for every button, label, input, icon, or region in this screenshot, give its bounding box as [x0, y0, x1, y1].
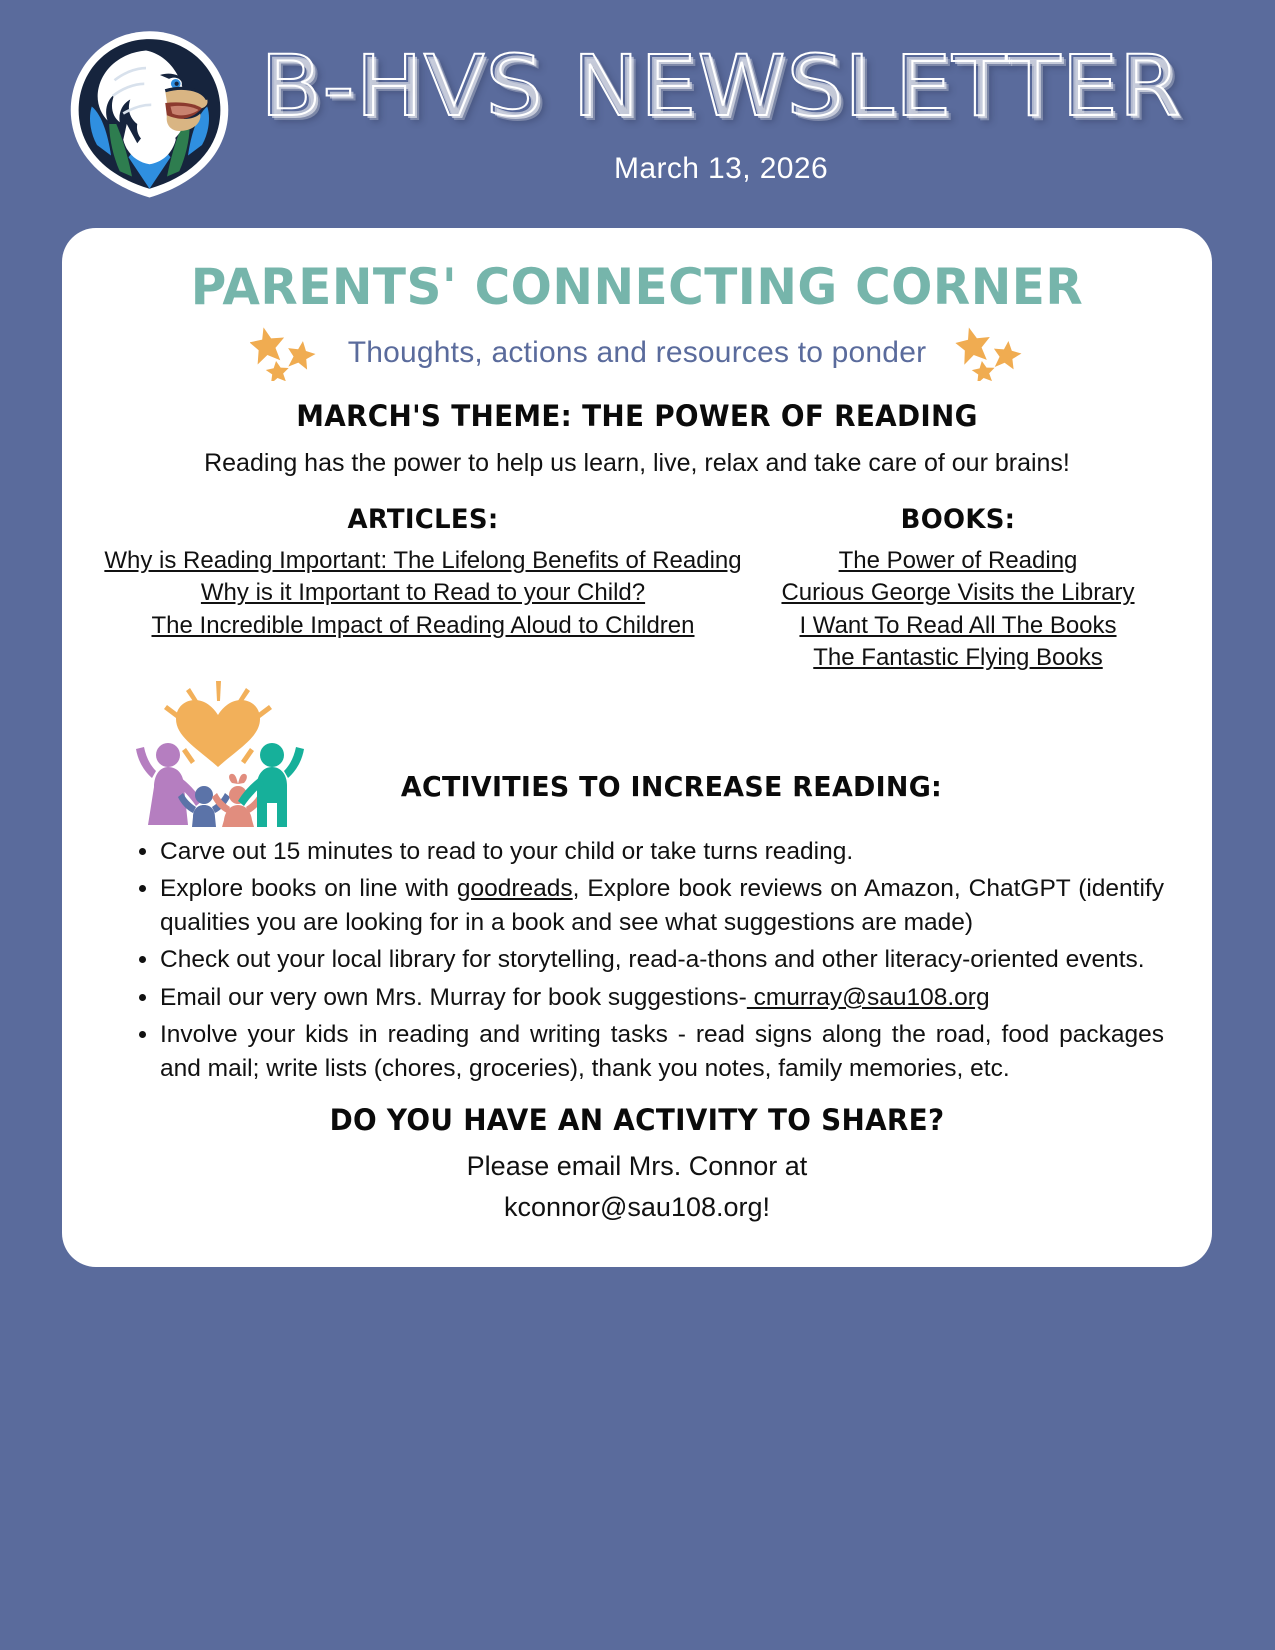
article-link[interactable]: The Incredible Impact of Reading Aloud to Children	[151, 611, 695, 639]
list-item	[160, 1018, 1172, 1087]
bullet-text-pre: Explore books on line with	[160, 874, 457, 902]
list-item	[160, 835, 1172, 869]
bullet-text: Involve your kids in reading and writing tasks - read signs along the road, food packages and mail; write lists (chores, groceries), thank you notes, family memories, etc.	[160, 1021, 1164, 1083]
books-link-list	[744, 545, 1172, 675]
list-item[interactable]	[744, 545, 1172, 577]
list-item[interactable]	[102, 577, 744, 609]
bullet-text-post: , Explore book reviews on Amazon, ChatGPT (identify qualities you are looking for in a book and see what suggestions are made)	[160, 874, 1164, 937]
newsletter-title: B-HVS NEWSLETTER	[260, 37, 1182, 135]
share-activity-heading: DO YOU HAVE AN ACTIVITY TO SHARE?	[329, 1102, 945, 1137]
resources-columns	[102, 504, 1172, 675]
activities-bullet-list	[102, 835, 1172, 1087]
month-theme-subtext: Reading has the power to help us learn, live, relax and take care of our brains!	[204, 449, 1070, 477]
list-item	[160, 872, 1172, 941]
newsletter-card	[62, 228, 1212, 1267]
bullet-text: Check out your local library for storytelling, read-a-thons and other literacy-oriented events.	[160, 946, 1145, 974]
connor-email-address: kconnor@sau108.org!	[503, 1191, 771, 1222]
books-column	[744, 504, 1172, 675]
bullet-text: Carve out 15 minutes to read to your child or take turns reading.	[160, 837, 854, 865]
activities-heading: ACTIVITIES TO INCREASE READING:	[400, 769, 943, 803]
article-link[interactable]: Why is it Important to Read to your Child?	[200, 579, 646, 607]
newsletter-header	[0, 0, 1275, 215]
list-item	[160, 943, 1172, 977]
articles-link-list	[102, 545, 744, 642]
newsletter-date: March 13, 2026	[613, 152, 829, 185]
murray-email-link[interactable]: cmurray@sau108.org	[746, 983, 990, 1011]
list-item[interactable]	[102, 610, 744, 642]
book-link[interactable]: The Power of Reading	[838, 547, 1078, 574]
tagline-row	[102, 325, 1172, 381]
articles-column	[102, 504, 744, 675]
stars-right-icon	[952, 325, 1024, 381]
list-item[interactable]	[744, 577, 1172, 609]
articles-heading: ARTICLES:	[347, 504, 499, 535]
share-instruction-line: Please email Mrs. Connor at	[466, 1150, 808, 1181]
month-theme-heading: MARCH'S THEME: THE POWER OF READING	[296, 399, 978, 433]
list-item	[160, 981, 1172, 1015]
family-with-heart-icon	[120, 679, 315, 829]
book-link[interactable]: Curious George Visits the Library	[781, 579, 1135, 607]
list-item[interactable]	[744, 642, 1172, 674]
header-text-block	[197, 18, 1275, 186]
bullet-text-pre: Email our very own Mrs. Murray for book suggestions-	[160, 983, 747, 1011]
activities-header-row	[102, 679, 1172, 829]
list-item[interactable]	[102, 545, 744, 577]
book-link[interactable]: I Want To Read All The Books	[799, 611, 1117, 639]
parents-connecting-corner-title: PARENTS' CONNECTING CORNER	[190, 258, 1084, 316]
article-link[interactable]: Why is Reading Important: The Lifelong Benefits of Reading	[104, 547, 742, 574]
stars-left-icon	[250, 325, 322, 381]
books-heading: BOOKS:	[900, 504, 1016, 535]
book-link[interactable]: The Fantastic Flying Books	[813, 644, 1103, 672]
tagline-text: Thoughts, actions and resources to ponder	[347, 336, 927, 369]
goodreads-link[interactable]: goodreads	[456, 874, 573, 902]
list-item[interactable]	[744, 610, 1172, 642]
